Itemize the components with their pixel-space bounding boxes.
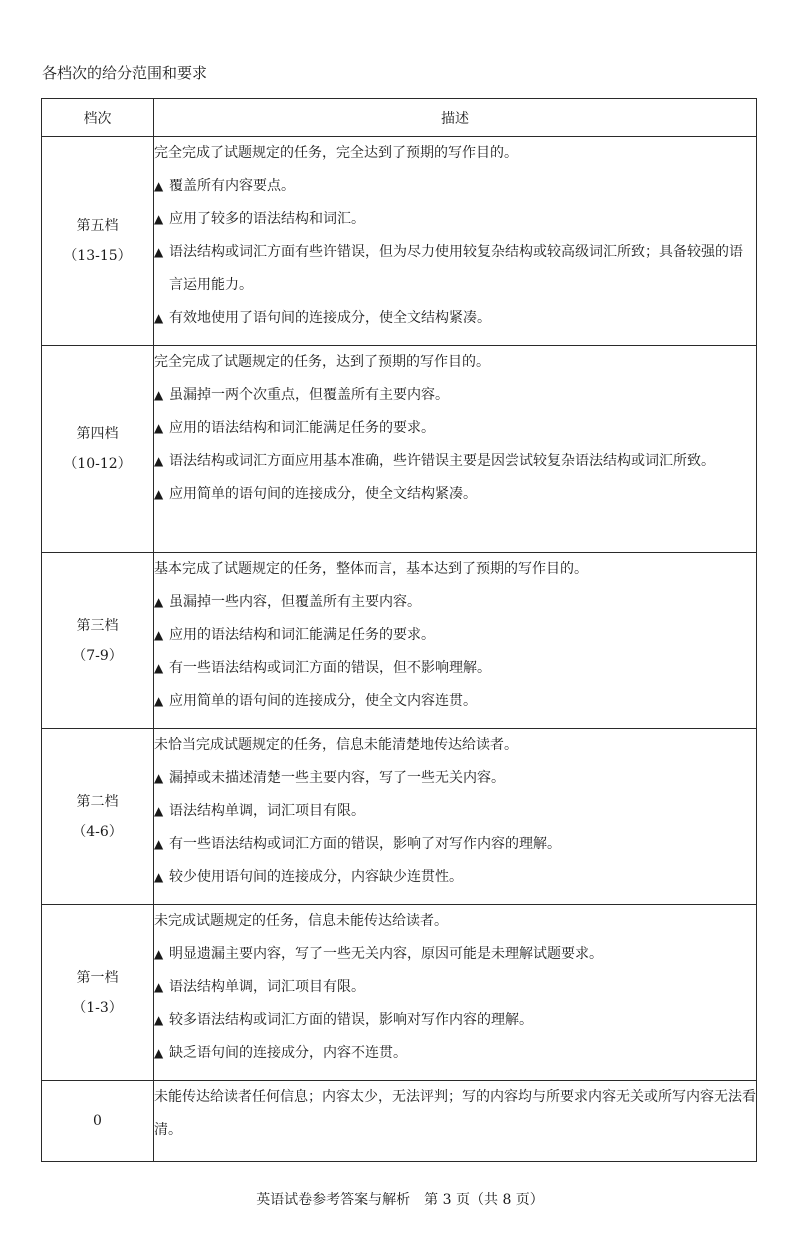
triangle-bullet-icon: ▲ <box>154 454 164 468</box>
criteria-item <box>154 685 756 718</box>
table-row <box>42 553 757 729</box>
triangle-bullet-icon: ▲ <box>154 388 164 402</box>
criteria-item <box>154 828 756 861</box>
triangle-bullet-icon: ▲ <box>154 179 164 193</box>
triangle-bullet-icon: ▲ <box>154 212 164 226</box>
level-cell <box>42 729 154 905</box>
criteria-text: 应用的语法结构和词汇能满足任务的要求。 <box>169 420 435 436</box>
description-cell <box>154 137 757 346</box>
criteria-text: 语法结构或词汇方面应用基本准确，些许错误主要是因尝试较复杂语法结构或词汇所致。 <box>169 453 715 469</box>
level-name: 第二档 <box>76 793 119 810</box>
criteria-text: 有一些语法结构或词汇方面的错误，但不影响理解。 <box>169 660 491 676</box>
level-cell <box>42 905 154 1081</box>
triangle-bullet-icon: ▲ <box>154 804 164 818</box>
criteria-text: 漏掉或未描述清楚一些主要内容，写了一些无关内容。 <box>169 770 505 786</box>
table-row <box>42 346 757 553</box>
triangle-bullet-icon: ▲ <box>154 694 164 708</box>
criteria-text: 语法结构或词汇方面有些许错误，但为尽力使用较复杂结构或较高级词汇所致；具备较强的语言运用能力。 <box>169 244 743 293</box>
table-row <box>42 905 757 1081</box>
criteria-item <box>154 619 756 652</box>
description-summary: 未完成试题规定的任务，信息未能传达给读者。 <box>154 913 448 929</box>
criteria-text: 语法结构单调，词汇项目有限。 <box>169 979 365 995</box>
description-cell <box>154 346 757 553</box>
description-summary: 未恰当完成试题规定的任务，信息未能清楚地传达给读者。 <box>154 737 518 753</box>
level-score-range: （4-6） <box>72 823 123 840</box>
table-row <box>42 1081 757 1162</box>
triangle-bullet-icon: ▲ <box>154 595 164 609</box>
criteria-item <box>154 379 756 412</box>
criteria-item <box>154 652 756 685</box>
level-cell <box>42 553 154 729</box>
criteria-text: 较多语法结构或词汇方面的错误，影响对写作内容的理解。 <box>169 1012 533 1028</box>
criteria-item <box>154 971 756 1004</box>
level-cell <box>42 137 154 346</box>
level-cell <box>42 346 154 553</box>
criteria-item <box>154 1004 756 1037</box>
criteria-item <box>154 236 756 302</box>
triangle-bullet-icon: ▲ <box>154 421 164 435</box>
criteria-item <box>154 302 756 335</box>
level-name: 第五档 <box>76 218 119 234</box>
triangle-bullet-icon: ▲ <box>154 1046 164 1060</box>
criteria-text: 明显遗漏主要内容，写了一些无关内容，原因可能是未理解试题要求。 <box>169 946 603 962</box>
section-title: 各档次的给分范围和要求 <box>42 64 208 82</box>
criteria-text: 较少使用语句间的连接成分，内容缺少连贯性。 <box>169 869 463 885</box>
page-footer: 英语试卷参考答案与解析 第 3 页（共 8 页） <box>256 1192 544 1208</box>
criteria-item <box>154 861 756 894</box>
criteria-item <box>154 938 756 971</box>
criteria-text: 虽漏掉一些内容，但覆盖所有主要内容。 <box>169 594 421 610</box>
grading-table-body <box>42 137 757 1162</box>
level-name: 第四档 <box>76 426 119 442</box>
description-cell <box>154 553 757 729</box>
criteria-text: 应用的语法结构和词汇能满足任务的要求。 <box>169 627 435 643</box>
header-description: 描述 <box>154 99 757 137</box>
triangle-bullet-icon: ▲ <box>154 245 164 259</box>
criteria-item <box>154 445 756 478</box>
description-summary: 完全完成了试题规定的任务，完全达到了预期的写作目的。 <box>154 145 518 161</box>
criteria-text: 应用简单的语句间的连接成分，使全文结构紧凑。 <box>169 486 477 502</box>
table-header-row <box>42 99 757 137</box>
criteria-item <box>154 795 756 828</box>
description-cell <box>154 729 757 905</box>
criteria-text: 缺乏语句间的连接成分，内容不连贯。 <box>169 1045 407 1061</box>
description-summary: 完全完成了试题规定的任务，达到了预期的写作目的。 <box>154 354 490 370</box>
criteria-item <box>154 170 756 203</box>
level-score-range: （7-9） <box>72 647 123 664</box>
triangle-bullet-icon: ▲ <box>154 487 164 501</box>
description-cell <box>154 905 757 1081</box>
triangle-bullet-icon: ▲ <box>154 661 164 675</box>
level-score-range: （13-15） <box>63 248 132 264</box>
table-row <box>42 729 757 905</box>
level-name: 第三档 <box>76 617 119 634</box>
level-score-range: （1-3） <box>72 999 123 1016</box>
level-cell <box>42 1081 154 1162</box>
criteria-text: 应用了较多的语法结构和词汇。 <box>169 211 365 227</box>
triangle-bullet-icon: ▲ <box>154 1013 164 1027</box>
criteria-text: 覆盖所有内容要点。 <box>169 178 295 194</box>
triangle-bullet-icon: ▲ <box>154 980 164 994</box>
criteria-item <box>154 203 756 236</box>
triangle-bullet-icon: ▲ <box>154 837 164 851</box>
criteria-text: 有一些语法结构或词汇方面的错误，影响了对写作内容的理解。 <box>169 836 561 852</box>
triangle-bullet-icon: ▲ <box>154 947 164 961</box>
criteria-text: 有效地使用了语句间的连接成分，使全文结构紧凑。 <box>169 310 491 326</box>
description-cell <box>154 1081 757 1162</box>
table-row <box>42 137 757 346</box>
criteria-item <box>154 478 756 511</box>
triangle-bullet-icon: ▲ <box>154 628 164 642</box>
triangle-bullet-icon: ▲ <box>154 771 164 785</box>
level-name: 第一档 <box>76 969 119 986</box>
criteria-item <box>154 1037 756 1070</box>
level-name: 0 <box>93 1113 102 1129</box>
header-level: 档次 <box>42 99 154 137</box>
criteria-text: 应用简单的语句间的连接成分，使全文内容连贯。 <box>169 693 477 709</box>
criteria-item <box>154 586 756 619</box>
criteria-text: 虽漏掉一两个次重点，但覆盖所有主要内容。 <box>169 387 449 403</box>
triangle-bullet-icon: ▲ <box>154 311 164 325</box>
criteria-item <box>154 412 756 445</box>
description-summary: 基本完成了试题规定的任务，整体而言，基本达到了预期的写作目的。 <box>154 561 588 577</box>
grading-table <box>41 98 757 1162</box>
triangle-bullet-icon: ▲ <box>154 870 164 884</box>
level-score-range: （10-12） <box>63 456 132 472</box>
criteria-text: 语法结构单调，词汇项目有限。 <box>169 803 365 819</box>
description-summary: 未能传达给读者任何信息；内容太少，无法评判；写的内容均与所要求内容无关或所写内容无法看清。 <box>154 1089 756 1138</box>
criteria-item <box>154 762 756 795</box>
